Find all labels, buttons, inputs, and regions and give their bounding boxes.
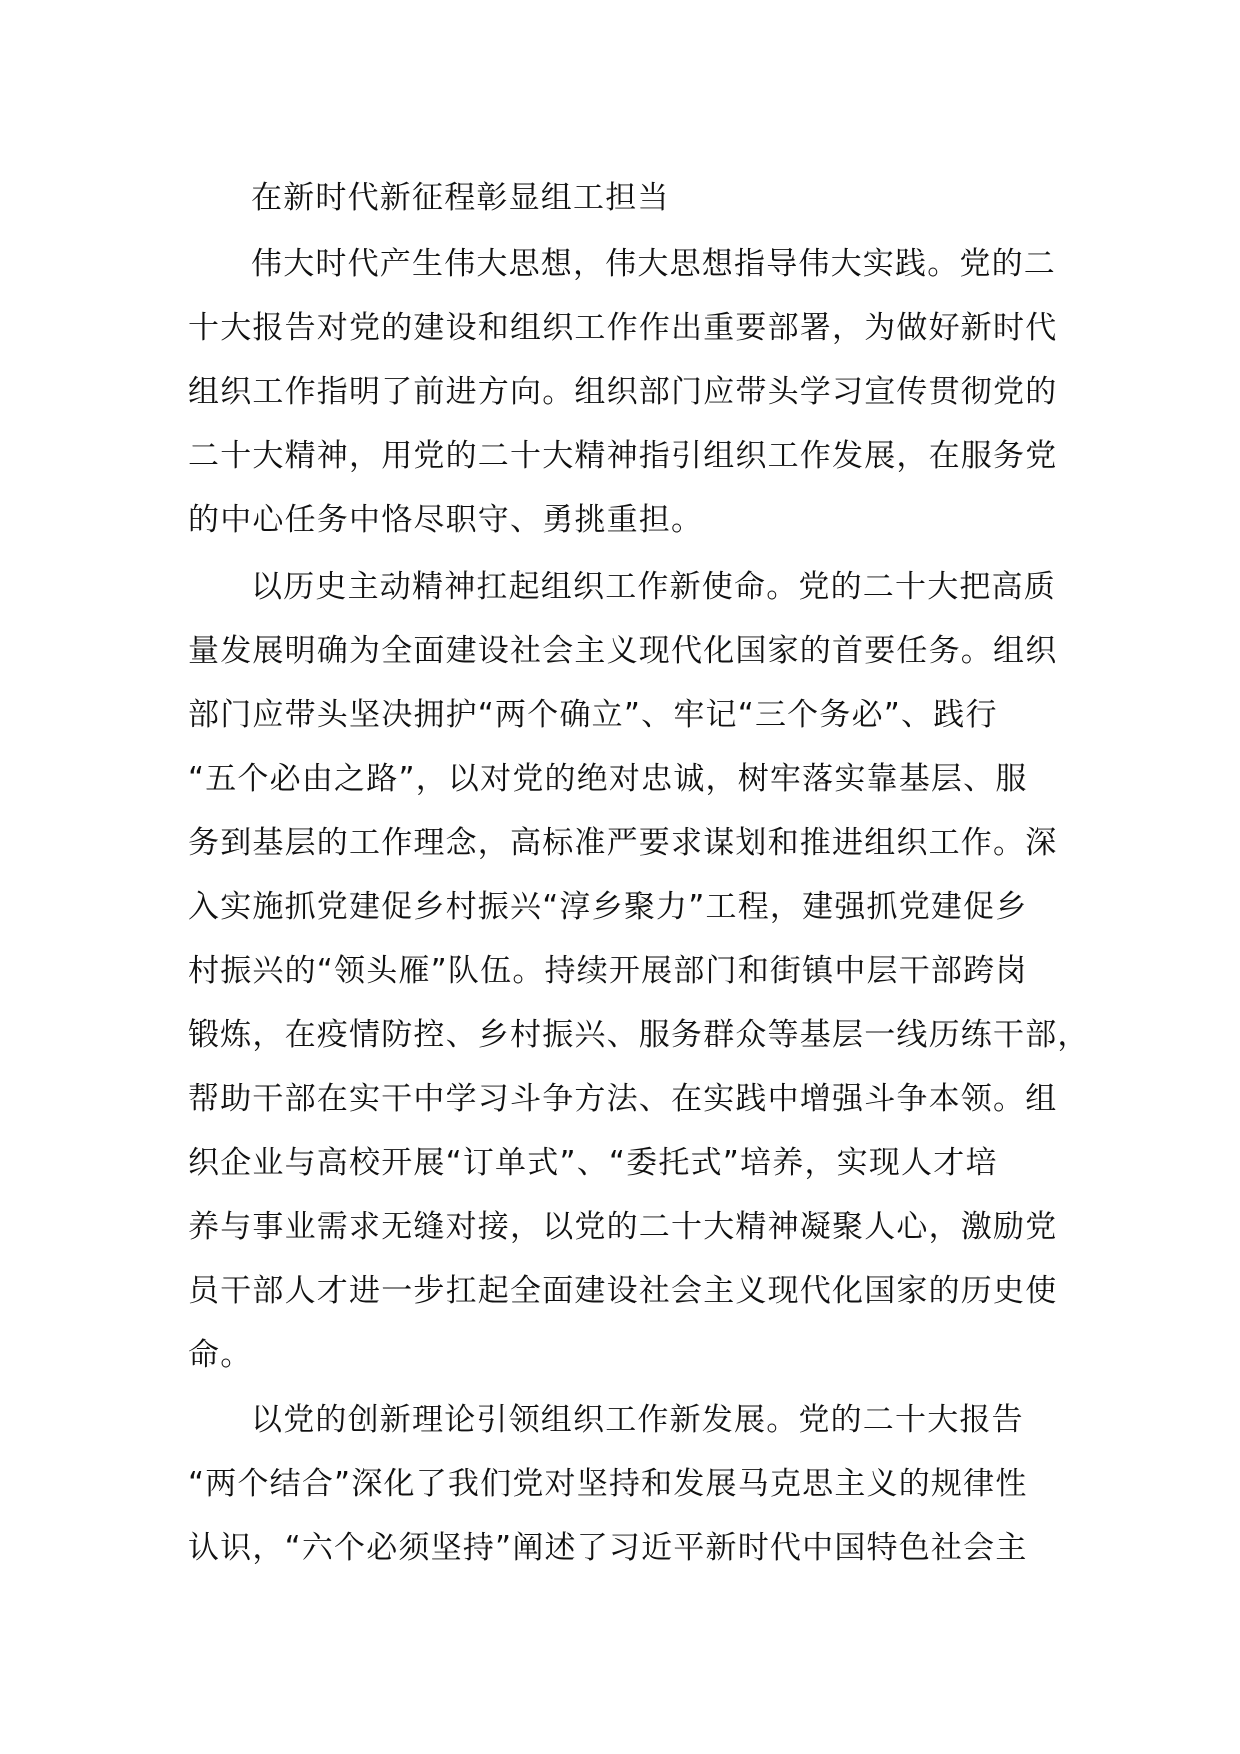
- paragraph-line: 认识，“六个必须坚持”阐述了习近平新时代中国特色社会主: [188, 1530, 1028, 1566]
- paragraph-line: 养与事业需求无缝对接，以党的二十大精神凝聚人心，激励党: [188, 1209, 1058, 1245]
- paragraph-line: 二十大精神，用党的二十大精神指引组织工作发展，在服务党: [188, 438, 1058, 474]
- paragraph-line: “两个结合”深化了我们党对坚持和发展马克思主义的规律性: [188, 1466, 1028, 1502]
- document-title: 在新时代新征程彰显组工担当: [251, 180, 670, 216]
- paragraph-line: 命。: [188, 1337, 253, 1373]
- paragraph-line: 入实施抓党建促乡村振兴“淳乡聚力”工程，建强抓党建促乡: [188, 889, 1028, 925]
- paragraph-line: 组织工作指明了前进方向。组织部门应带头学习宣传贯彻党的: [188, 374, 1058, 410]
- paragraph-line: 织企业与高校开展“订单式”、“委托式”培养，实现人才培: [188, 1145, 998, 1181]
- paragraph-line: 以党的创新理论引领组织工作新发展。党的二十大报告: [251, 1402, 1024, 1438]
- paragraph-line: 帮助干部在实干中学习斗争方法、在实践中增强斗争本领。组: [188, 1081, 1058, 1117]
- paragraph-line: 量发展明确为全面建设社会主义现代化国家的首要任务。组织: [188, 633, 1058, 669]
- paragraph-line: 村振兴的“领头雁”队伍。持续开展部门和街镇中层干部跨岗: [188, 953, 1028, 989]
- paragraph-line: 部门应带头坚决拥护“两个确立”、牢记“三个务必”、践行: [188, 697, 998, 733]
- paragraph-line: 务到基层的工作理念，高标准严要求谋划和推进组织工作。深: [188, 825, 1058, 861]
- paragraph-line: 十大报告对党的建设和组织工作作出重要部署，为做好新时代: [188, 310, 1058, 346]
- paragraph-line: 伟大时代产生伟大思想，伟大思想指导伟大实践。党的二: [251, 246, 1056, 282]
- paragraph-line: 以历史主动精神扛起组织工作新使命。党的二十大把高质: [251, 569, 1056, 605]
- paragraph-line: 的中心任务中恪尽职守、勇挑重担。: [188, 502, 704, 538]
- paragraph-line: “五个必由之路”，以对党的绝对忠诚，树牢落实靠基层、服: [188, 761, 1028, 797]
- paragraph-line: 锻炼，在疫情防控、乡村振兴、服务群众等基层一线历练干部，: [188, 1017, 1090, 1053]
- paragraph-line: 员干部人才进一步扛起全面建设社会主义现代化国家的历史使: [188, 1273, 1058, 1309]
